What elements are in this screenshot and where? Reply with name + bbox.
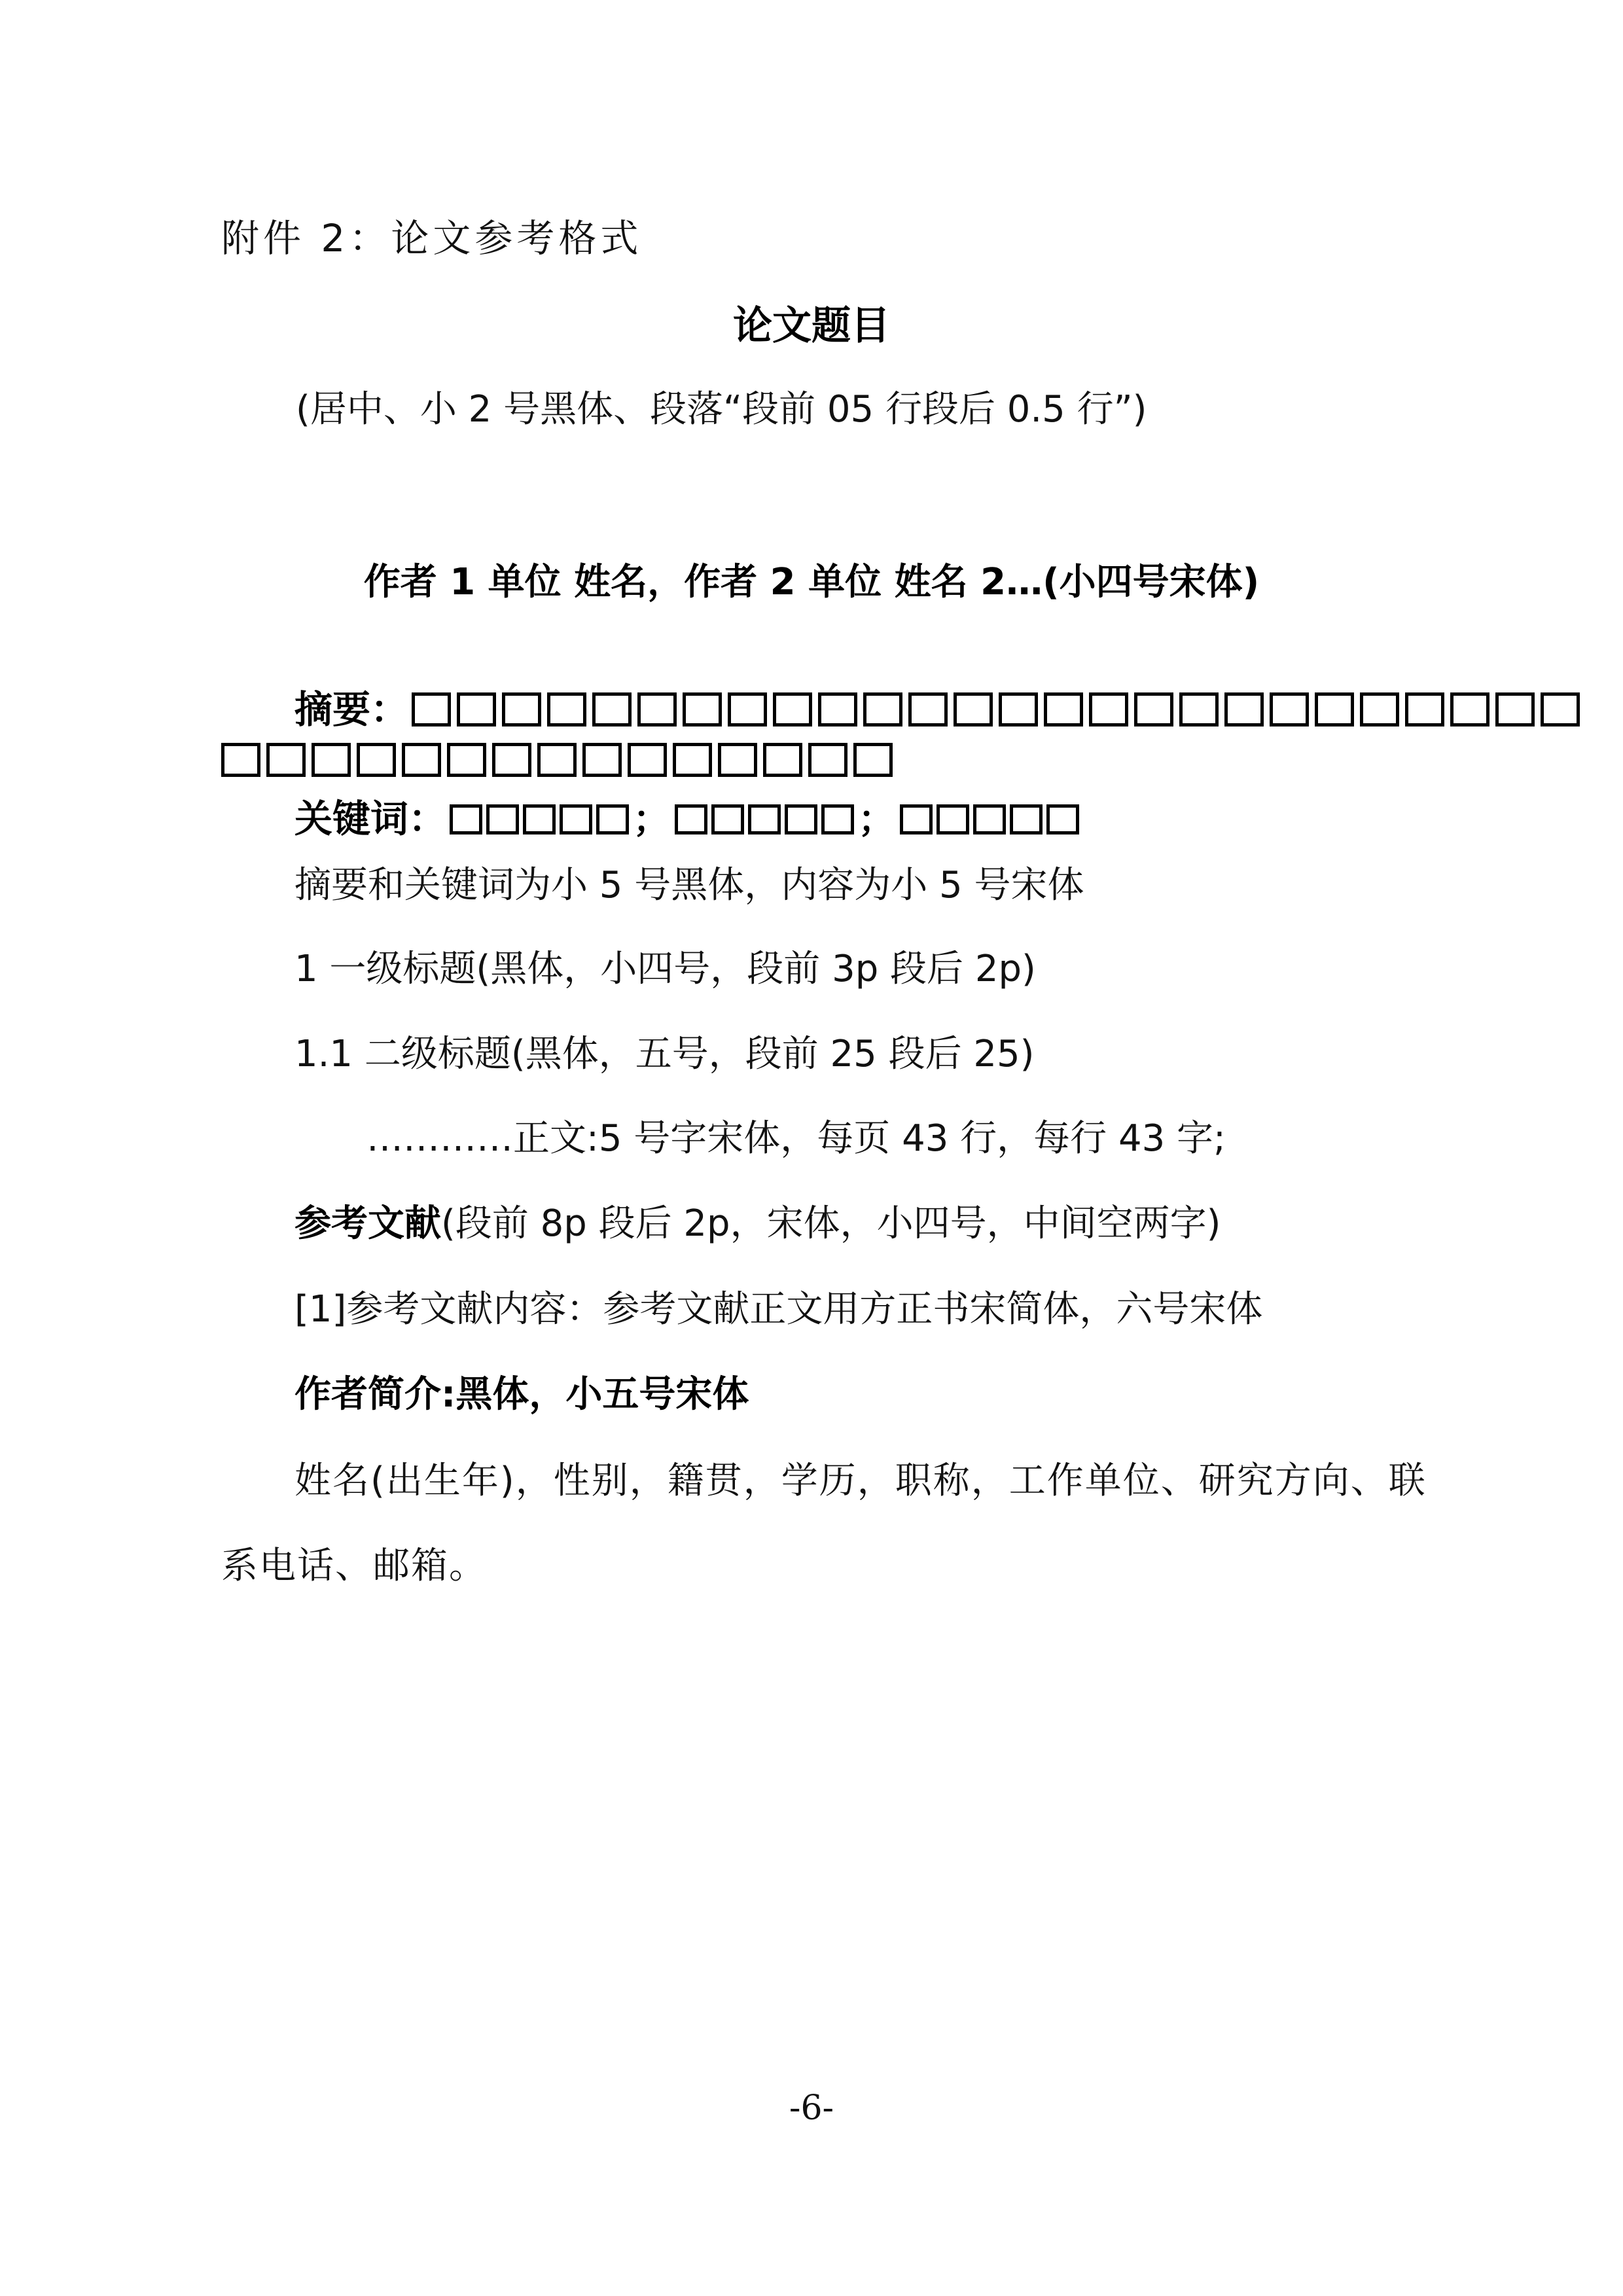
- abstract-placeholder-box: [582, 743, 622, 777]
- abstract-placeholder-box: [447, 743, 486, 777]
- abstract-placeholder-box: [1360, 692, 1399, 726]
- keywords-placeholder-boxes: [450, 798, 1083, 841]
- abstract-placeholder-box: [592, 692, 632, 726]
- abstract-placeholder-box: [763, 743, 802, 777]
- heading1-format-note: 1 一级标题(黑体，小四号，段前 3p 段后 2p): [294, 948, 1036, 990]
- keyword-placeholder-box: [711, 804, 744, 834]
- abstract-placeholder-box: [402, 743, 441, 777]
- keyword-placeholder-box: [1046, 804, 1079, 834]
- abstract-placeholder-box: [1044, 692, 1083, 726]
- abstract-placeholder-box: [954, 692, 993, 726]
- abstract-placeholder-box: [718, 743, 757, 777]
- abstract-placeholder-box: [1405, 692, 1444, 726]
- abstract-placeholder-box: [1315, 692, 1354, 726]
- abstract-placeholder-box: [683, 692, 722, 726]
- abstract-placeholder-box: [1179, 692, 1219, 726]
- abstract-line-2: [221, 743, 899, 777]
- abstract-placeholder-box: [412, 692, 451, 726]
- abstract-placeholder-boxes-continued: [221, 763, 899, 776]
- abstract-placeholder-box: [266, 743, 306, 777]
- abstract-placeholder-box: [818, 692, 857, 726]
- references-format-note: (段前 8p 段后 2p，宋体，小四号，中间空两字): [441, 1202, 1221, 1245]
- paper-title: 论文题目: [733, 303, 890, 349]
- abstract-placeholder-box: [628, 743, 667, 777]
- abstract-placeholder-box: [853, 743, 893, 777]
- abstract-placeholder-box: [457, 692, 496, 726]
- keyword-placeholder-box: [523, 804, 556, 834]
- author-bio-content-line-2: 系电话、邮箱。: [221, 1545, 487, 1587]
- abstract-label: 摘要：: [294, 687, 409, 732]
- abstract-placeholder-box: [1541, 692, 1580, 726]
- author-bio-content-line-1: 姓名(出生年)，性别，籍贯，学历，职称，工作单位、研究方向、联: [294, 1460, 1427, 1502]
- keyword-separator: ；: [858, 798, 895, 841]
- keyword-placeholder-box: [486, 804, 519, 834]
- keyword-placeholder-box: [785, 804, 817, 834]
- keyword-placeholder-box: [821, 804, 854, 834]
- keyword-placeholder-box: [675, 804, 707, 834]
- abstract-placeholder-box: [492, 743, 531, 777]
- keyword-separator: ；: [633, 798, 670, 841]
- keyword-placeholder-box: [560, 804, 592, 834]
- keywords-label: 关键词：: [294, 797, 447, 841]
- authors-line: 作者 1 单位 姓名，作者 2 单位 姓名 2…(小四号宋体): [363, 561, 1260, 603]
- abstract-placeholder-box: [312, 743, 351, 777]
- abstract-placeholder-box: [547, 692, 586, 726]
- abstract-placeholder-box: [357, 743, 396, 777]
- abstract-placeholder-box: [637, 692, 677, 726]
- abstract-placeholder-boxes: [412, 713, 1586, 725]
- page-number: -6-: [789, 2089, 834, 2128]
- abstract-placeholder-box: [221, 743, 260, 777]
- keywords-line: [294, 797, 1083, 841]
- abstract-line-1: [294, 687, 1586, 732]
- author-bio-label: 作者简介:黑体，小五号宋体: [294, 1373, 749, 1416]
- attachment-heading: 附件 2：论文参考格式: [221, 216, 643, 260]
- abstract-placeholder-box: [1134, 692, 1173, 726]
- abstract-placeholder-box: [808, 743, 847, 777]
- reference-item: [1]参考文献内容：参考文献正文用方正书宋简体，六号宋体: [294, 1288, 1263, 1331]
- references-line: [294, 1202, 1221, 1245]
- abstract-placeholder-box: [1224, 692, 1264, 726]
- keyword-placeholder-box: [973, 804, 1006, 834]
- abstract-placeholder-box: [1089, 692, 1128, 726]
- abstract-placeholder-box: [728, 692, 767, 726]
- abstract-placeholder-box: [908, 692, 948, 726]
- abstract-placeholder-box: [502, 692, 541, 726]
- abstract-placeholder-box: [537, 743, 577, 777]
- keyword-placeholder-box: [596, 804, 629, 834]
- references-label: 参考文献: [294, 1202, 441, 1245]
- abstract-placeholder-box: [999, 692, 1038, 726]
- abstract-placeholder-box: [673, 743, 712, 777]
- abstract-placeholder-box: [773, 692, 812, 726]
- keyword-placeholder-box: [1010, 804, 1043, 834]
- abstract-format-note: 摘要和关键词为小 5 号黑体，内容为小 5 号宋体: [294, 864, 1084, 906]
- title-format-note: (居中、小 2 号黑体、段落“段前 05 行段后 0.5 行”): [296, 388, 1147, 431]
- keyword-placeholder-box: [936, 804, 969, 834]
- abstract-placeholder-box: [863, 692, 902, 726]
- keyword-placeholder-box: [748, 804, 781, 834]
- heading2-format-note: 1.1 二级标题(黑体，五号，段前 25 段后 25): [294, 1033, 1035, 1075]
- abstract-placeholder-box: [1495, 692, 1535, 726]
- keyword-placeholder-box: [450, 804, 482, 834]
- body-format-note: …………正文:5 号字宋体，每页 43 行，每行 43 字;: [366, 1117, 1226, 1160]
- keyword-placeholder-box: [900, 804, 933, 834]
- abstract-placeholder-box: [1450, 692, 1489, 726]
- abstract-placeholder-box: [1270, 692, 1309, 726]
